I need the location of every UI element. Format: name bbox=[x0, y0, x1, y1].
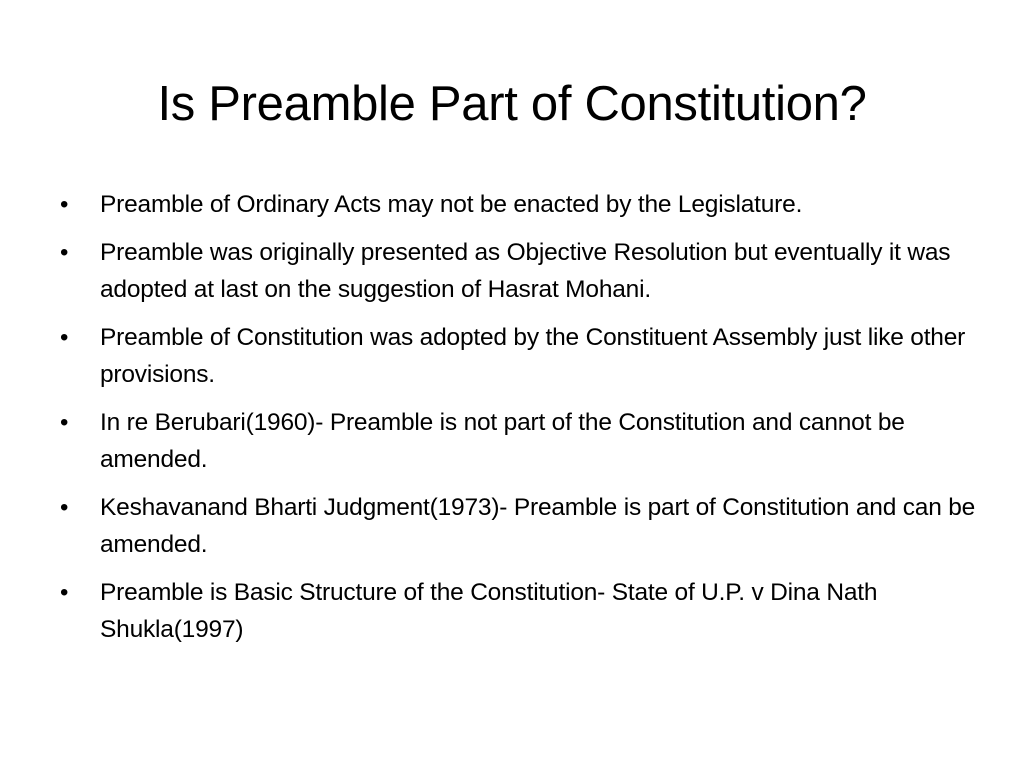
bullet-text: Keshavanand Bharti Judgment(1973)- Preamble is part of Constitution and can be amended. bbox=[100, 494, 976, 558]
bullet-item bbox=[60, 186, 980, 223]
bullet-text: Preamble of Ordinary Acts may not be enacted by the Legislature. bbox=[100, 191, 803, 218]
bullet-list bbox=[60, 186, 980, 659]
bullet-icon: • bbox=[60, 409, 69, 436]
slide-title: Is Preamble Part of Constitution? bbox=[157, 77, 867, 131]
bullet-item bbox=[60, 404, 980, 478]
bullet-item bbox=[60, 234, 980, 308]
bullet-text: Preamble is Basic Structure of the Constitution- State of U.P. v Dina Nath Shukla(1997) bbox=[100, 579, 878, 643]
bullet-icon: • bbox=[60, 324, 69, 351]
bullet-icon: • bbox=[60, 239, 69, 266]
bullet-item bbox=[60, 319, 980, 393]
bullet-text: In re Berubari(1960)- Preamble is not part of the Constitution and cannot be amended. bbox=[100, 409, 905, 473]
bullet-icon: • bbox=[60, 191, 69, 218]
bullet-item bbox=[60, 489, 980, 563]
bullet-icon: • bbox=[60, 494, 69, 521]
bullet-text: Preamble of Constitution was adopted by the Constituent Assembly just like other provisions. bbox=[100, 324, 966, 388]
bullet-icon: • bbox=[60, 579, 69, 606]
bullet-text: Preamble was originally presented as Objective Resolution but eventually it was adopted at last on the suggestion of Hasrat Mohani. bbox=[100, 239, 951, 303]
bullet-item bbox=[60, 574, 980, 648]
